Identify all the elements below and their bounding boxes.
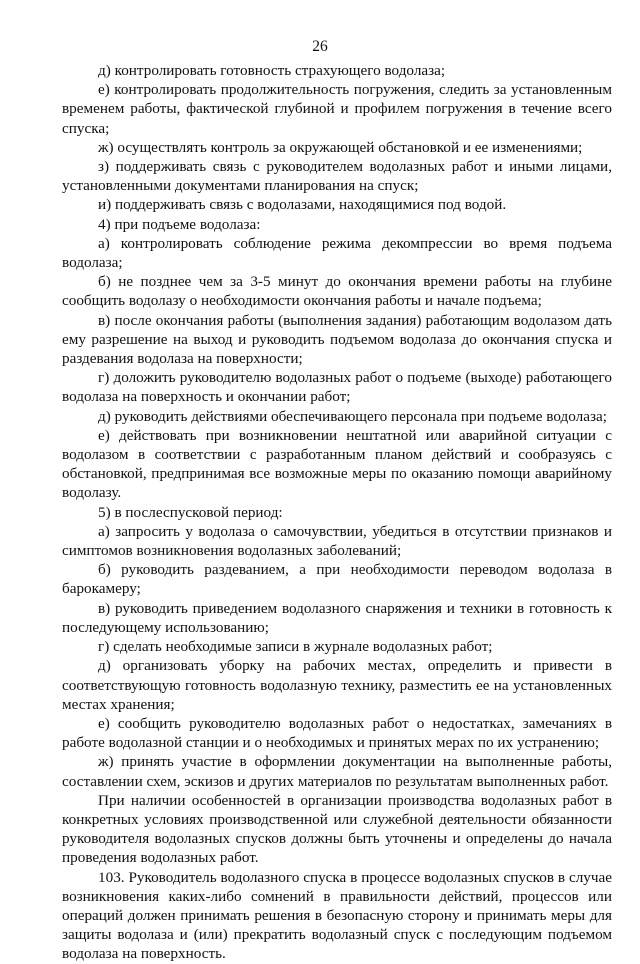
page-number: 26 <box>312 38 328 55</box>
paragraph: з) поддерживать связь с руководителем водолазных работ и иными лицами, установленными документами планирования на спуск; <box>62 158 612 195</box>
paragraph: г) доложить руководителю водолазных работ о подъеме (выходе) работающего водолаза на поверхность и окончании работ; <box>62 369 612 406</box>
paragraph: ж) осуществлять контроль за окружающей обстановкой и ее изменениями; <box>98 138 583 156</box>
document-body <box>62 61 612 964</box>
paragraph: 4) при подъеме водолаза: <box>98 215 261 233</box>
paragraph: а) запросить у водолаза о самочувствии, убедиться в отсутствии признаков и симптомов возникновения водолазных заболеваний; <box>62 522 612 560</box>
paragraph: а) контролировать соблюдение режима декомпрессии во время подъема водолаза; <box>62 234 612 272</box>
paragraph: б) не позднее чем за 3-5 минут до окончания времени работы на глубине сообщить водолазу о необходимости окончания работы и начале подъема; <box>62 273 612 310</box>
paragraph: д) руководить действиями обеспечивающего персонала при подъеме водолаза; <box>98 407 607 425</box>
paragraph: е) сообщить руководителю водолазных работ о недостатках, замечаниях в работе водолазной станции и о необходимых и принятых мерах по их устранению; <box>62 714 612 752</box>
paragraph: и) поддерживать связь с водолазами, находящимися под водой. <box>98 196 507 214</box>
paragraph: д) организовать уборку на рабочих местах, определить и привести в соответствующую готовность водолазную технику, разместить ее на установленных местах хранения; <box>62 657 612 713</box>
paragraph: в) после окончания работы (выполнения задания) работающим водолазом дать ему разрешение на выход и руководить подъемом водолаза до окончания спуска и раздевания водолаза на поверхности; <box>62 311 612 368</box>
paragraph: е) контролировать продолжительность погружения, следить за установленным временем работы, фактической глубиной и профилем погружения в течение всего спуска; <box>62 81 612 137</box>
paragraph: д) контролировать готовность страхующего водолаза; <box>98 62 446 79</box>
paragraph: в) руководить приведением водолазного снаряжения и техники в готовность к последующему использованию; <box>62 599 612 636</box>
paragraph: 103. Руководитель водолазного спуска в процессе водолазных спусков в случае возникновения каких-либо сомнений в правильности действий, процессов или операций должен принимать решения в безопасную сторону и принимать меры для защиты водолаза и (или) прекратить водолазный спуск с последующим подъемом водолаза на поверхность. <box>62 868 612 963</box>
paragraph: е) действовать при возникновении нештатной или аварийной ситуации с водолазом в соответствии с разработанным планом действий и сообразуясь с обстановкой, предпринимая все возможные меры по оказанию помощи аварийному водолазу. <box>62 426 612 502</box>
paragraph: б) руководить раздеванием, а при необходимости переводом водолаза в барокамеру; <box>62 561 612 598</box>
paragraph: При наличии особенностей в организации производства водолазных работ в конкретных условиях производственной или служебной деятельности обязанности руководителя водолазных спусков должны быть уточнены и определены до начала проведения водолазных работ. <box>62 791 612 867</box>
paragraph: г) сделать необходимые записи в журнале водолазных работ; <box>98 638 493 656</box>
paragraph: 5) в послеспусковой период: <box>98 503 283 521</box>
paragraph: ж) принять участие в оформлении документации на выполненные работы, составлении схем, эскизов и других материалов по результатам выполненных работ. <box>62 753 612 790</box>
